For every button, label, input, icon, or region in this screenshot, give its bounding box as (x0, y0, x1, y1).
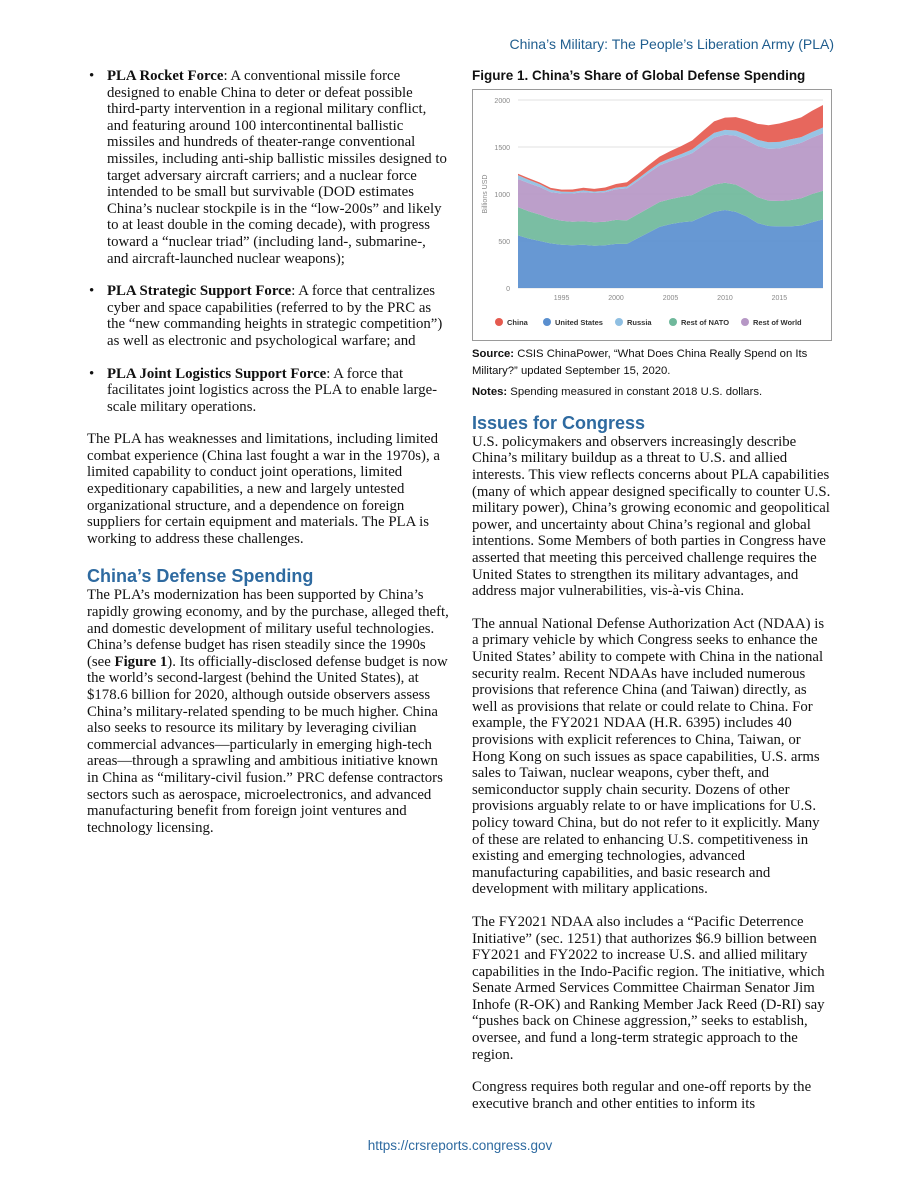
x-tick-label: 2015 (771, 295, 788, 302)
list-item (87, 366, 449, 416)
y-tick-label: 2000 (494, 98, 510, 105)
issues-paragraph-1: U.S. policymakers and observers increasingly describe China’s military buildup as a threat to U.S. and allied interests. This view reflects concerns about PLA capabilities (many of which appear designed specifically to counter U.S. military power), China’s growing economic and geopolitical power, and uncertainty about China’s regional and global intentions. Some Members of both parties in Congress have asserted that meeting this perceived challenge requires the United States to strengthen its military advantages, and address major vulnerabilities, vis-à-vis China. (472, 433, 831, 600)
legend-swatch (543, 318, 551, 326)
bullet-text: : A conventional missile force designed to enable China to deter or defeat possible third-party intervention in a regional military conflict, and featuring around 100 intercontinental ballistic missiles and hundreds of theater-range conventional missiles, including anti-ship ballistic missiles designed to target adversary aircraft carriers; and a nuclear force intended to be small but survivable (DOD estimates China’s nuclear stockpile is in the “low-200s” and likely to at least double in the coming decade), with progress toward a “nuclear triad” (including land-, submarine-, and aircraft-launched nuclear weapons); (107, 68, 447, 267)
left-column (87, 68, 449, 836)
bullet-term: PLA Strategic Support Force (107, 283, 292, 300)
spending-text-b: ). Its officially-disclosed defense budget is now the world’s second-largest (behind the United States), at $178.6 billion for 2020, although outside observers assess China’s military-related spending to be much higher. China also seeks to resource its military by leveraging civilian commercial advances—particularly in emerging high-tech areas—through a sprawling and ambitious initiative known in China as “military-civil fusion.” PRC defense contractors sectors such as aerospace, microelectronics, and advanced manufacturing benefit from foreign joint ventures and technology licensing. (87, 653, 448, 836)
list-item (87, 283, 449, 349)
legend-swatch (615, 318, 623, 326)
list-item (87, 68, 449, 267)
spending-paragraph (87, 587, 449, 836)
y-tick-label: 1500 (494, 145, 510, 152)
bullet-term: PLA Rocket Force (107, 68, 224, 84)
figure-title: Figure 1. China’s Share of Global Defense Spending (472, 68, 806, 83)
defense-spending-chart (472, 89, 832, 341)
notes-line (472, 384, 834, 401)
bullet-text: : A force that facilitates joint logistics across the PLA to enable large-scale military operations. (107, 365, 438, 415)
legend-swatch (495, 318, 503, 326)
source-label: Source: (472, 348, 515, 360)
legend-label: Russia (627, 318, 652, 327)
y-tick-label: 500 (498, 239, 510, 246)
bullet-text: : A force that centralizes cyber and space capabilities (referred to by the PRC as the “new commanding heights in strategic competition”) as well as electronic and psychological warfare; and (107, 283, 443, 349)
section-heading-issues: Issues for Congress (472, 412, 646, 433)
spending-text-a: The PLA’s modernization has been supported by China’s rapidly growing economy, and by the purchase, alleged theft, and domestic development of military useful technologies. China’s defense budget has risen steadily since the 1990s (see (87, 587, 449, 670)
source-line (472, 346, 834, 381)
source-text: CSIS ChinaPower, “What Does China Really Spend on Its Military?” updated September 15, 2020. (472, 348, 808, 378)
y-axis-label: Billions USD (482, 174, 489, 214)
legend-label: Rest of NATO (681, 318, 730, 327)
figure-source (472, 346, 834, 401)
issues-paragraph-4: Congress requires both regular and one-off reports by the executive branch and other entities to inform its (472, 1079, 812, 1112)
bullet-term: PLA Joint Logistics Support Force (107, 365, 327, 382)
legend-label: China (507, 318, 528, 327)
notes-text: Spending measured in constant 2018 U.S. dollars. (507, 385, 763, 398)
legend-label: United States (555, 318, 603, 327)
pla-forces-list (87, 68, 449, 415)
y-tick-label: 1000 (494, 192, 510, 199)
x-tick-label: 2005 (662, 295, 679, 302)
section-heading-spending: China’s Defense Spending (87, 566, 314, 587)
x-tick-label: 2010 (717, 295, 733, 302)
right-column (472, 68, 834, 1112)
legend-swatch (741, 318, 749, 326)
running-header: China’s Military: The People’s Liberation Army (PLA) (509, 36, 834, 52)
x-tick-label: 2000 (608, 295, 624, 302)
legend-label: Rest of World (753, 318, 802, 327)
notes-label: Notes: (472, 385, 508, 398)
x-tick-label: 1995 (553, 295, 570, 302)
footer-link[interactable]: https://crsreports.congress.gov (367, 1138, 553, 1153)
weakness-paragraph: The PLA has weaknesses and limitations, including limited combat experience (China last fought a war in the 1970s), a limited capability to conduct joint operations, limited expeditionary capabilities, a new and largely untested organizational structure, and a dependence on foreign suppliers for certain equipment and materials. The PLA is working to address these challenges. (87, 431, 440, 547)
chart-svg (473, 90, 831, 340)
figure-reference: Figure 1 (114, 653, 168, 670)
issues-paragraph-3: The FY2021 NDAA also includes a “Pacific Deterrence Initiative” (sec. 1251) that authorizes $6.9 billion between FY2021 and FY2022 to increase U.S. and allied military capabilities in the Indo-Pacific region. The initiative, which Senate Armed Services Committee Chairman Senator Jim Inhofe (R-OK) and Ranking Member Jack Reed (D-RI) say “pushes back on Chinese aggression,” seeks to establish, oversee, and fund a long-term strategic approach to the region. (472, 913, 825, 1063)
legend-swatch (669, 318, 677, 326)
y-tick-label: 0 (506, 286, 510, 293)
issues-paragraph-2: The annual National Defense Authorization Act (NDAA) is a primary vehicle by which Congress seeks to enhance the United States’ ability to compete with China in the national security realm. Recent NDAAs have included numerous provisions that reference China (and Taiwan) directly, as well as provisions that relate or could relate to China. For example, the FY2021 NDAA (H.R. 6395) includes 40 provisions with explicit references to China, Taiwan, or Hong Kong on such issues as space capabilities, U.S. arms sales to Taiwan, nuclear weapons, cyber theft, and semiconductor supply chain security. Dozens of other provisions arguably relate to or have implications for U.S. policy toward China, but do not refer to it explicitly. Many of these are related to enhancing U.S. competitiveness in existing and emerging technologies, advanced manufacturing capabilities, and basic research and development with military applications. (472, 615, 825, 898)
